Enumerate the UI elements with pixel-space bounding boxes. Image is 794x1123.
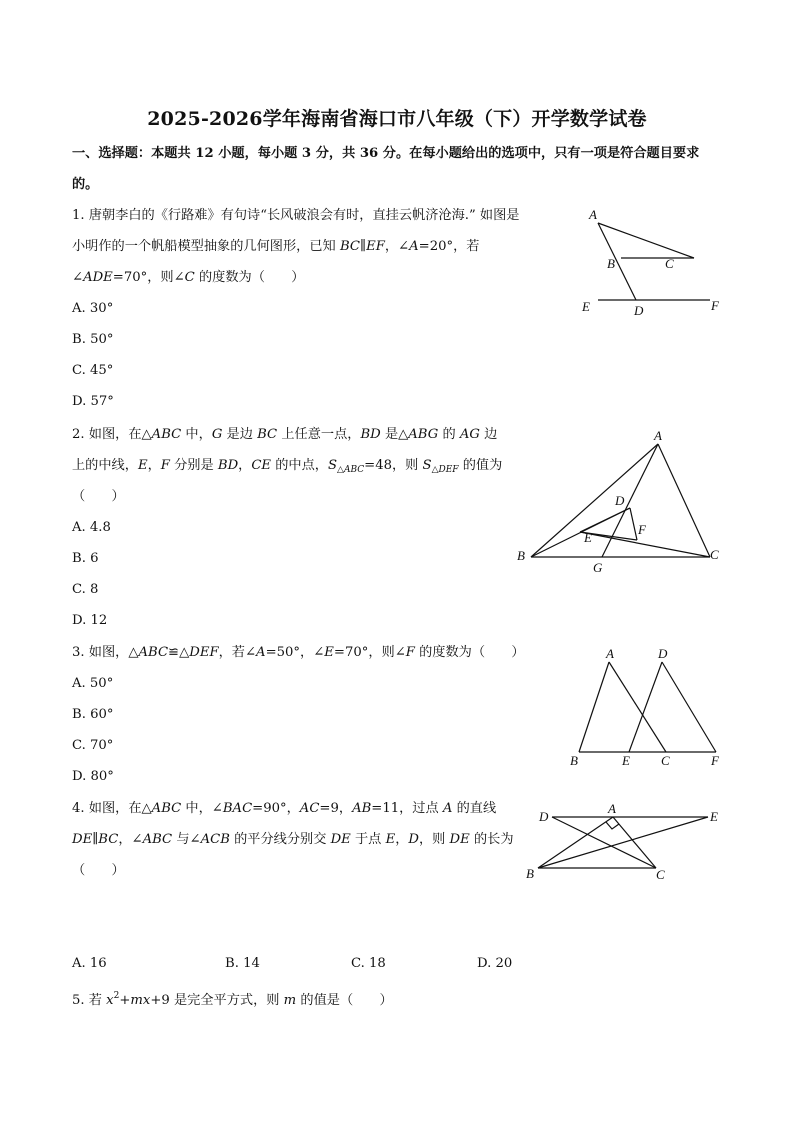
q4-segment-be [538,817,708,868]
q3-option-c[interactable]: C. 70° [72,738,114,753]
q1-label-e: E [582,299,590,314]
q2-option-a[interactable]: A. 4.8 [72,520,111,535]
q3-label-e: E [622,753,630,768]
q3-option-b[interactable]: B. 60° [72,707,114,722]
q4-option-d[interactable]: D. 20 [477,956,513,971]
q2-label-c: C [710,547,719,562]
q4-label-a: A [608,801,616,816]
q4-stem-line2: DE∥BC，∠ABC 与∠ACB 的平分线分别交 DE 于点 E，D，则 DE 的长为 [72,832,514,847]
q4-label-d: D [539,809,549,824]
section-instructions: 一、选择题：本题共 12 小题，每小题 3 分，共 36 分。在每小题给出的选项中，只有一项是符合题目要求 [72,146,700,161]
q4-segment-cd [552,817,656,868]
q1-stem-line2: 小明作的一个帆船模型抽象的几何图形，已知 BC∥EF，∠A=20°，若 [72,239,480,254]
q2-label-d: D [615,493,625,508]
q3-label-f: F [711,753,719,768]
q3-label-a: A [606,646,614,661]
q2-label-a: A [654,428,662,443]
q4-option-b[interactable]: B. 14 [225,956,260,971]
q1-option-b[interactable]: B. 50° [72,332,114,347]
q3-option-d[interactable]: D. 80° [72,769,114,784]
q5-stem: 5. 若 $x^2+mx+9$ 是完全平方式，则 m 的值是（ ） [72,991,393,1008]
q4-label-e: E [710,809,718,824]
q4-option-a[interactable]: A. 16 [72,956,107,971]
q1-option-d[interactable]: D. 57° [72,394,114,409]
q3-stem-line1: 3. 如图，△ABC≌△DEF，若∠A=50°，∠E=70°，则∠F 的度数为（ ） [72,645,525,660]
q1-stem-line3: ∠ADE=70°，则∠C 的度数为（ ） [72,270,305,285]
q1-option-a[interactable]: A. 30° [72,301,114,316]
q1-stem-line1: 1. 唐朝李白的《行路难》有句诗“长风破浪会有时，直挂云帆济沧海.” 如图是 [72,208,520,223]
q4-label-c: C [656,867,665,882]
q1-option-c[interactable]: C. 45° [72,363,114,378]
q2-answer-blank: （ ） [72,489,125,504]
q1-label-f: F [711,298,719,313]
q2-option-b[interactable]: B. 6 [72,551,99,566]
q2-label-f: F [638,522,646,537]
q2-option-d[interactable]: D. 12 [72,613,108,628]
q3-label-b: B [570,753,578,768]
q1-label-a: A [589,207,597,222]
q2-label-b: B [517,548,525,563]
q2-stem-line1: 2. 如图，在△ABC 中，G 是边 BC 上任意一点，BD 是△ABG 的 AG 边 [72,427,498,442]
q3-label-c: C [661,753,670,768]
q4-right-angle-mark [606,822,619,829]
q3-option-a[interactable]: A. 50° [72,676,114,691]
q2-label-g: G [593,560,603,575]
q4-stem-line1: 4. 如图，在△ABC 中，∠BAC=90°，AC=9，AB=11，过点 A 的直线 [72,801,497,816]
q4-segment-ac [613,817,656,868]
q1-label-b: B [607,256,615,271]
q2-label-e: E [584,530,592,545]
q4-segment-ab [538,817,613,868]
q1-label-d: D [634,303,644,318]
q4-label-b: B [526,866,534,881]
section-instructions-cont: 的。 [72,177,99,192]
q3-label-d: D [658,646,668,661]
page-title: 2025-2026学年海南省海口市八年级（下）开学数学试卷 [147,108,647,130]
q1-label-c: C [665,256,674,271]
q2-stem-line2: 上的中线，E，F 分别是 BD，CE 的中点，$S_{\triangle ABC}=48$，则 $S_{\triangle DEF}$ 的值为 [72,458,503,475]
q4-answer-blank: （ ） [72,863,125,878]
q2-option-c[interactable]: C. 8 [72,582,99,597]
q4-option-c[interactable]: C. 18 [351,956,386,971]
